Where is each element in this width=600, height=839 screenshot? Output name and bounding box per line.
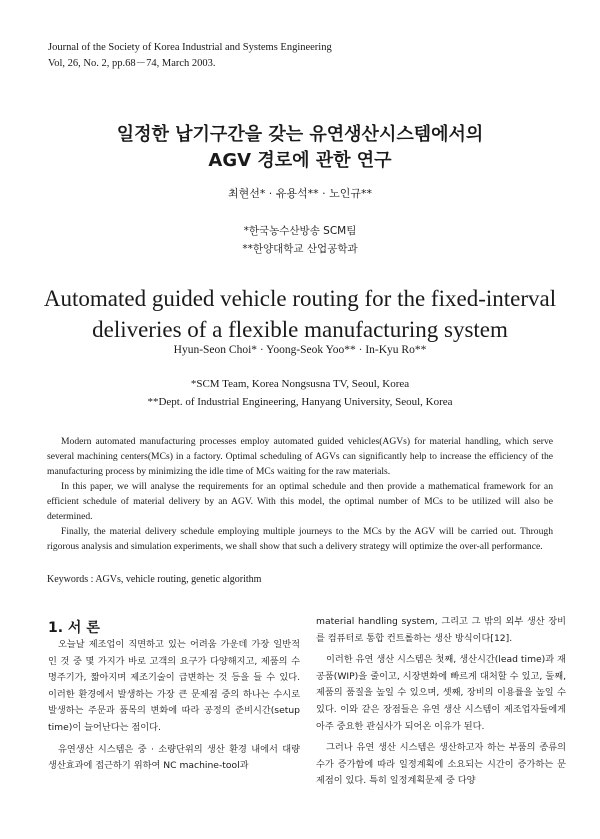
- journal-name: Journal of the Society of Korea Industrial and Systems Engineering: [48, 42, 332, 53]
- abstract-paragraph-1: Modern automated manufacturing processes employ automated guided vehicles(AGVs) for material handling, which serve several machining centers(MCs) in a factory. Optimal scheduling of AGVs can significantly help to increase the efficiency of the manufacturing process by minimizing the idle time of MCs waiting for the raw materials.: [47, 436, 553, 477]
- body-paragraph: 그러나 유연 생산 시스템은 생산하고자 하는 부품의 종류의 수가 증가함에 따라 일정계획에 소요되는 시간이 증가하는 문제점이 있다. 특히 일정계획문제 중 다양: [316, 742, 566, 787]
- korean-title-line2: AGV 경로에 관한 연구: [208, 150, 392, 171]
- abstract-paragraph-2: In this paper, we will analyse the requirements for an optimal schedule and then provide a mathematical framework for an efficient schedule of material delivery by an AGV. With this model, the optimal number of MCs to be utilized will also be determined.: [47, 481, 553, 522]
- abstract-paragraph-3: Finally, the material delivery schedule employing multiple journeys to the MCs by the AGV will be carried out. Through rigorous analysis and simulation experiments, we shall show that such a delivery strategy will optimize the over-all performance.: [47, 526, 553, 552]
- english-affiliation-2: **Dept. of Industrial Engineering, Hanyang University, Seoul, Korea: [147, 396, 453, 408]
- english-title-line2: deliveries of a flexible manufacturing system: [92, 317, 508, 342]
- keywords: Keywords : AGVs, vehicle routing, genetic algorithm: [47, 574, 262, 585]
- english-affiliation-1: *SCM Team, Korea Nongsusna TV, Seoul, Korea: [190, 378, 410, 390]
- english-title-line1: Automated guided vehicle routing for the fixed-interval: [43, 286, 557, 311]
- journal-volume: Vol, 26, No. 2, pp.68－74, March 2003.: [48, 58, 216, 69]
- korean-authors: 최현선* · 유용석** · 노인규**: [227, 187, 373, 200]
- korean-affiliation-2: **한양대학교 산업공학과: [242, 243, 358, 255]
- abstract: [47, 434, 553, 554]
- body-paragraph: 오늘날 제조업이 직면하고 있는 어려움 가운데 가장 일반적인 것 중 몇 가지가 바로 고객의 요구가 다양해지고, 제품의 수명주기가, 짧아지며 제조기술이 급변하는 것 등을 들 수 있다. 이러한 환경에서 발생하는 가장 큰 문제점 중의 하나는 수시로 발생하는 주문과 품목의 변화에 따라 공정의 준비시간(setup time)이 늘어난다는 점이다.: [48, 639, 300, 733]
- english-authors: Hyun-Seon Choi* · Yoong-Seok Yoo** · In-Kyu Ro**: [173, 344, 427, 356]
- korean-title: [0, 122, 600, 174]
- body-paragraph: 이러한 유연 생산 시스템은 첫째, 생산시간(lead time)과 재공품(WIP)을 줄이고, 시장변화에 빠르게 대처할 수 있고, 둘째, 제품의 품질을 높일 수 있으며, 셋째, 장비의 이용률을 높일 수 있다. 이와 같은 장점들은 유연 생산 시스템이 제조업자들에게 아주 중요한 관심사가 되어온 이유가 된다.: [316, 654, 566, 732]
- korean-affiliations: [0, 222, 600, 258]
- english-affiliations: [0, 375, 600, 411]
- korean-title-line1: 일정한 납기구간을 갖는 유연생산시스템에서의: [116, 124, 484, 145]
- body-paragraph: material handling system, 그리고 그 밖의 외부 생산 장비를 컴퓨터로 통합 컨트롤하는 생산 방식이다[12].: [316, 616, 566, 644]
- journal-header: [48, 40, 332, 72]
- english-title: [0, 283, 600, 345]
- body-right-column: [316, 614, 566, 790]
- body-paragraph: 유연생산 시스템은 중 · 소량단위의 생산 환경 내에서 대량 생산효과에 접근하기 위하여 NC machine-tool과: [48, 743, 300, 772]
- section-heading-introduction: 1. 서 론: [48, 620, 100, 636]
- korean-affiliation-1: *한국농수산방송 SCM팀: [243, 225, 357, 237]
- body-left-column: [48, 637, 300, 775]
